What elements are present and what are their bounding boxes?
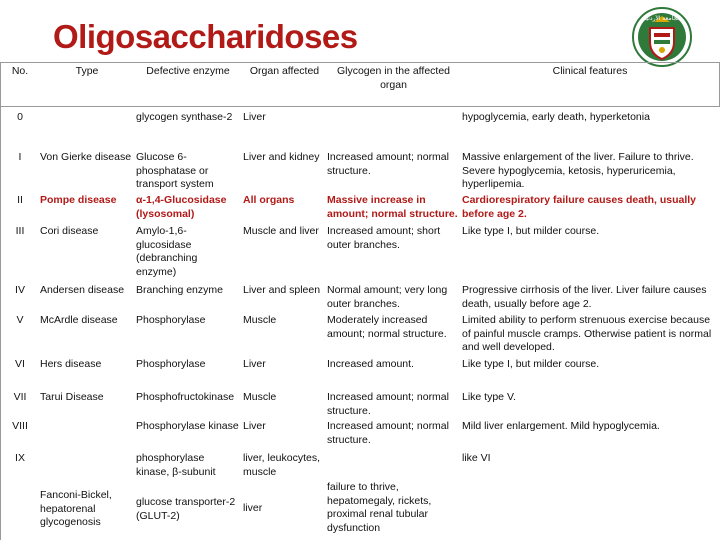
row-4-enzyme: Branching enzyme bbox=[136, 284, 223, 296]
row-5-type: McArdle disease bbox=[40, 314, 118, 326]
row-1-organ: Liver and kidney bbox=[243, 151, 320, 163]
row-7-no: VII bbox=[13, 391, 27, 403]
header-type: Type bbox=[75, 65, 99, 77]
page-title: Oligosaccharidoses bbox=[53, 18, 358, 55]
row-0-organ: Liver bbox=[243, 111, 266, 123]
row-0-no: 0 bbox=[17, 111, 23, 123]
row-8-enzyme: Phosphorylase kinase bbox=[136, 420, 239, 432]
row-2-no: II bbox=[17, 194, 23, 206]
row-7-clinical: Like type V. bbox=[462, 391, 516, 403]
header-no: No. bbox=[11, 65, 29, 77]
row-3-organ: Muscle and liver bbox=[243, 225, 319, 237]
row-10-enzyme: glucose transporter-2 (GLUT-2) bbox=[136, 496, 236, 522]
header-defective-enzyme: Defective enzyme bbox=[146, 65, 230, 77]
row-7-enzyme: Phosphofructokinase bbox=[136, 391, 235, 403]
row-7-glycogen: Increased amount; normal structure. bbox=[327, 391, 449, 417]
row-4-clinical: Progressive cirrhosis of the liver. Liver failure causes death, usually before age 2. bbox=[462, 284, 707, 310]
row-9-no: IX bbox=[15, 452, 25, 464]
row-5-glycogen: Moderately increased amount; normal structure. bbox=[327, 314, 447, 340]
row-6-type: Hers disease bbox=[40, 358, 102, 370]
row-10-organ: liver bbox=[243, 502, 263, 514]
row-8-organ: Liver bbox=[243, 420, 266, 432]
row-3-no: III bbox=[15, 225, 25, 237]
row-5-organ: Muscle bbox=[243, 314, 277, 326]
row-5-no: V bbox=[16, 314, 24, 326]
row-7-organ: Muscle bbox=[243, 391, 277, 403]
row-2-glycogen: Massive increase in amount; normal structure. bbox=[327, 194, 458, 220]
row-5-clinical: Limited ability to perform strenuous exercise because of painful muscle cramps. Otherwise patient is normal and well developed. bbox=[462, 314, 712, 353]
row-6-glycogen: Increased amount. bbox=[327, 358, 414, 370]
row-1-enzyme: Glucose 6-phosphatase or transport system bbox=[136, 151, 214, 190]
row-10-type: Fanconi-Bickel, hepatorenal glycogenosis bbox=[40, 489, 112, 528]
row-3-glycogen: Increased amount; short outer branches. bbox=[327, 225, 441, 251]
row-3-type: Cori disease bbox=[40, 225, 99, 237]
row-1-no: I bbox=[18, 151, 22, 163]
row-5-enzyme: Phosphorylase bbox=[136, 314, 206, 326]
row-1-clinical: Massive enlargement of the liver. Failure to thrive. Severe hypoglycemia, ketosis, hyperuricemia, hyperlipemia. bbox=[462, 151, 694, 190]
row-0-enzyme: glycogen synthase-2 bbox=[136, 111, 233, 123]
row-2-organ: All organs bbox=[243, 194, 295, 206]
header-glycogen: Glycogen in the affected organ bbox=[336, 65, 451, 91]
row-7-type: Tarui Disease bbox=[40, 391, 104, 403]
row-3-enzyme: Amylo-1,6-glucosidase (debranching enzyme) bbox=[136, 225, 198, 278]
header-organ-affected: Organ affected bbox=[249, 65, 320, 77]
row-1-glycogen: Increased amount; normal structure. bbox=[327, 151, 449, 177]
row-8-glycogen: Increased amount; normal structure. bbox=[327, 420, 449, 446]
row-10-glycogen: failure to thrive, hepatomegaly, rickets, proximal renal tubular dysfunction bbox=[327, 481, 432, 534]
row-2-enzyme: α-1,4-Glucosidase (lysosomal) bbox=[136, 194, 227, 220]
row-9-organ: liver, leukocytes, muscle bbox=[243, 452, 321, 478]
row-4-glycogen: Normal amount; very long outer branches. bbox=[327, 284, 448, 310]
row-4-no: IV bbox=[15, 284, 25, 296]
row-6-clinical: Like type I, but milder course. bbox=[462, 358, 600, 370]
row-8-no: VIII bbox=[12, 420, 28, 432]
row-9-clinical: like VI bbox=[462, 452, 491, 464]
glycogen-storage-table bbox=[0, 62, 720, 540]
row-2-clinical: Cardiorespiratory failure causes death, usually before age 2. bbox=[462, 194, 697, 220]
row-2-type: Pompe disease bbox=[40, 194, 117, 206]
header-clinical-features: Clinical features bbox=[552, 65, 628, 77]
row-3-clinical: Like type I, but milder course. bbox=[462, 225, 600, 237]
row-8-clinical: Mild liver enlargement. Mild hypoglycemia. bbox=[462, 420, 660, 432]
row-0-clinical: hypoglycemia, early death, hyperketonia bbox=[462, 111, 650, 123]
row-4-type: Andersen disease bbox=[40, 284, 125, 296]
row-9-enzyme: phosphorylase kinase, β-subunit bbox=[136, 452, 216, 478]
row-6-enzyme: Phosphorylase bbox=[136, 358, 206, 370]
row-6-no: VI bbox=[15, 358, 25, 370]
row-4-organ: Liver and spleen bbox=[243, 284, 321, 296]
row-1-type: Von Gierke disease bbox=[40, 151, 132, 163]
logo-caption: الجامعة الأردنية bbox=[643, 16, 681, 22]
row-6-organ: Liver bbox=[243, 358, 266, 370]
